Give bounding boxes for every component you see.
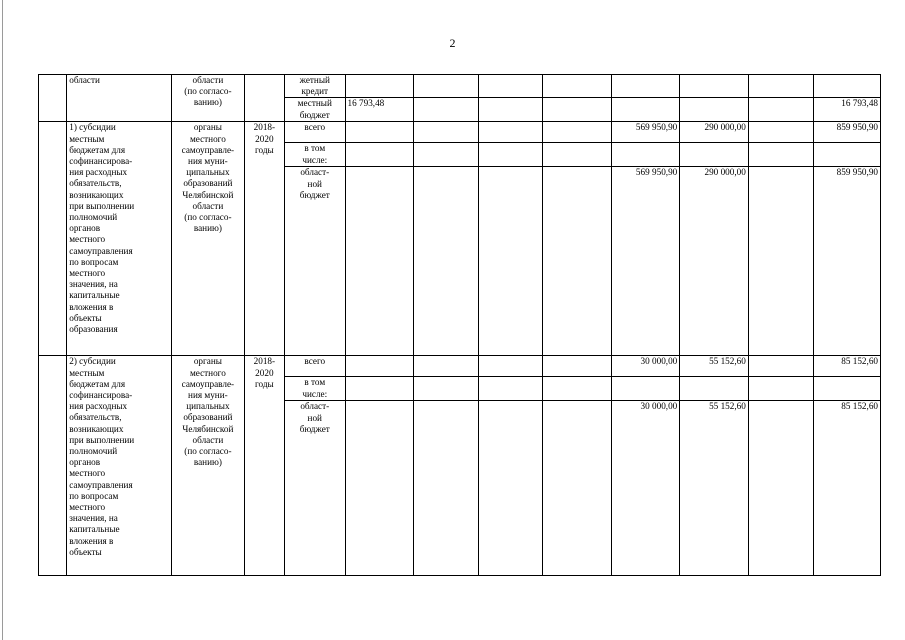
value-cell bbox=[478, 356, 543, 377]
total-cell: 859 950,90 bbox=[814, 122, 881, 143]
name-cell: области bbox=[67, 75, 172, 122]
value-cell bbox=[543, 401, 612, 576]
value-cell bbox=[414, 122, 479, 143]
index-cell bbox=[39, 75, 67, 122]
value-cell bbox=[414, 98, 479, 122]
executor-cell: органы местного самоуправле- ния муни- ципальных образований Челябинской области (по согласо- ванию) bbox=[172, 122, 245, 356]
value-cell bbox=[345, 401, 414, 576]
value-cell: 30 000,00 bbox=[611, 356, 680, 377]
value-cell bbox=[611, 377, 680, 401]
value-cell bbox=[748, 98, 814, 122]
value-cell bbox=[414, 167, 479, 356]
value-cell bbox=[345, 143, 414, 167]
page-number: 2 bbox=[449, 36, 456, 50]
value-cell bbox=[680, 98, 749, 122]
value-cell: 16 793,48 bbox=[345, 98, 414, 122]
value-cell: 290 000,00 bbox=[680, 122, 749, 143]
value-cell bbox=[748, 122, 814, 143]
value-cell bbox=[478, 167, 543, 356]
total-cell: 859 950,90 bbox=[814, 167, 881, 356]
value-cell bbox=[478, 401, 543, 576]
value-cell bbox=[814, 143, 881, 167]
value-cell bbox=[414, 377, 479, 401]
value-cell: 55 152,60 bbox=[680, 356, 749, 377]
value-cell bbox=[543, 75, 612, 98]
value-cell bbox=[345, 122, 414, 143]
source-cell: всего bbox=[285, 122, 346, 143]
value-cell bbox=[478, 377, 543, 401]
value-cell bbox=[748, 75, 814, 98]
source-cell: жетный кредит bbox=[285, 75, 346, 98]
value-cell bbox=[543, 122, 612, 143]
value-cell bbox=[478, 143, 543, 167]
value-cell bbox=[680, 75, 749, 98]
table-row bbox=[39, 75, 881, 98]
value-cell bbox=[543, 98, 612, 122]
value-cell bbox=[748, 401, 814, 576]
value-cell: 569 950,90 bbox=[611, 167, 680, 356]
value-cell bbox=[345, 377, 414, 401]
value-cell bbox=[543, 377, 612, 401]
total-cell: 16 793,48 bbox=[814, 98, 881, 122]
value-cell bbox=[478, 75, 543, 98]
value-cell bbox=[345, 167, 414, 356]
value-cell bbox=[748, 377, 814, 401]
value-cell: 55 152,60 bbox=[680, 401, 749, 576]
value-cell bbox=[680, 143, 749, 167]
value-cell bbox=[345, 75, 414, 98]
table-row bbox=[39, 356, 881, 377]
source-cell: всего bbox=[285, 356, 346, 377]
value-cell bbox=[414, 356, 479, 377]
name-cell: 2) субсидии местным бюджетам для софинансирова- ния расходных обязательств, возникающих при выполнении полномочий органов местного самоуправления по вопросам местного значения, на капитальные вложения в объекты bbox=[67, 356, 172, 576]
index-cell bbox=[39, 122, 67, 356]
value-cell: 290 000,00 bbox=[680, 167, 749, 356]
value-cell bbox=[748, 143, 814, 167]
value-cell bbox=[748, 356, 814, 377]
value-cell bbox=[611, 75, 680, 98]
value-cell bbox=[345, 356, 414, 377]
budget-table bbox=[38, 74, 881, 576]
value-cell bbox=[543, 143, 612, 167]
executor-cell: органы местного самоуправле- ния муни- ципальных образований Челябинской области (по согласо- ванию) bbox=[172, 356, 245, 576]
source-cell: област- ной бюджет bbox=[285, 167, 346, 356]
value-cell bbox=[543, 167, 612, 356]
value-cell bbox=[611, 143, 680, 167]
value-cell: 569 950,90 bbox=[611, 122, 680, 143]
page-edge-line bbox=[2, 0, 3, 640]
index-cell bbox=[39, 356, 67, 576]
source-cell: местный бюджет bbox=[285, 98, 346, 122]
value-cell bbox=[478, 98, 543, 122]
value-cell bbox=[611, 98, 680, 122]
value-cell bbox=[414, 75, 479, 98]
value-cell bbox=[543, 356, 612, 377]
total-cell: 85 152,60 bbox=[814, 401, 881, 576]
value-cell bbox=[414, 401, 479, 576]
name-cell: 1) субсидии местным бюджетам для софинансирова- ния расходных обязательств, возникающих при выполнении полномочий органов местного самоуправления по вопросам местного значения, на капитальные вложения в объекты образования bbox=[67, 122, 172, 356]
source-cell: в том числе: bbox=[285, 377, 346, 401]
value-cell bbox=[680, 377, 749, 401]
period-cell bbox=[244, 75, 284, 122]
table-row bbox=[39, 122, 881, 143]
period-cell: 2018- 2020 годы bbox=[244, 122, 284, 356]
value-cell bbox=[414, 143, 479, 167]
source-cell: в том числе: bbox=[285, 143, 346, 167]
value-cell bbox=[814, 377, 881, 401]
value-cell: 30 000,00 bbox=[611, 401, 680, 576]
period-cell: 2018- 2020 годы bbox=[244, 356, 284, 576]
value-cell bbox=[478, 122, 543, 143]
value-cell bbox=[814, 75, 881, 98]
total-cell: 85 152,60 bbox=[814, 356, 881, 377]
executor-cell: области (по согласо- ванию) bbox=[172, 75, 245, 122]
source-cell: област- ной бюджет bbox=[285, 401, 346, 576]
value-cell bbox=[748, 167, 814, 356]
